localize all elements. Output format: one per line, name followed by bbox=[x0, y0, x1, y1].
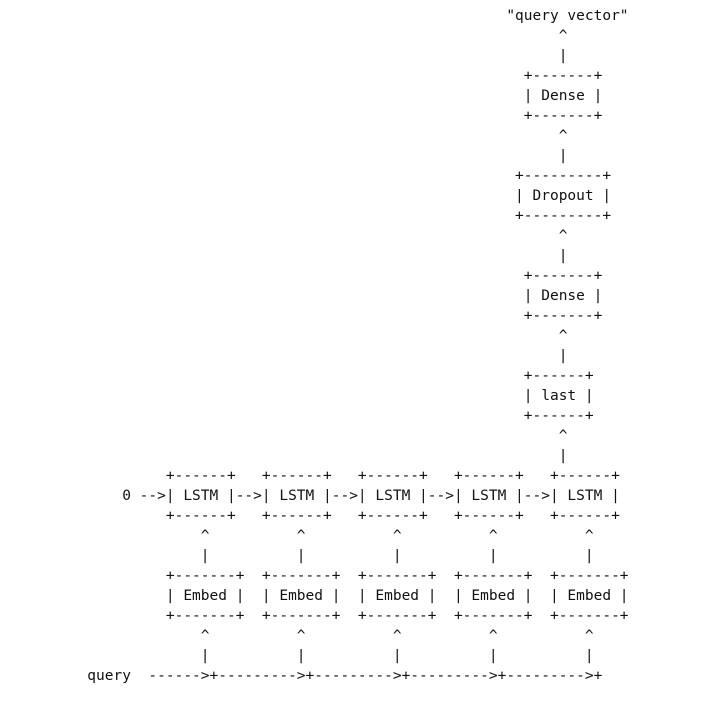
diagram-line-pipes: | | | | | bbox=[0, 548, 594, 564]
diagram-line-query-input: query ------>+--------->+--------->+--------->+--------->+ bbox=[0, 668, 603, 684]
diagram-line-arrow: ^ bbox=[0, 228, 568, 244]
diagram-line-embed-border: +-------+ +-------+ +-------+ +-------+ +-------+ bbox=[0, 568, 629, 584]
diagram-line-box-border: +------+ bbox=[0, 368, 594, 384]
diagram-line-box-border: +-------+ bbox=[0, 68, 603, 84]
diagram-line-dropout-box: | Dropout | bbox=[0, 188, 612, 204]
diagram-line-box-border: +---------+ bbox=[0, 208, 612, 224]
diagram-line-pipe: | bbox=[0, 248, 568, 264]
diagram-line-arrows: ^ ^ ^ ^ ^ bbox=[0, 528, 594, 544]
diagram-line-box-border: +---------+ bbox=[0, 168, 612, 184]
diagram-line-box-border: +-------+ bbox=[0, 108, 603, 124]
diagram-line-dense-box: | Dense | bbox=[0, 88, 603, 104]
diagram-line-lstm-chain: 0 -->| LSTM |-->| LSTM |-->| LSTM |-->| LSTM |-->| LSTM | bbox=[0, 488, 620, 504]
diagram-line-arrow: ^ bbox=[0, 28, 568, 44]
ascii-diagram bbox=[0, 6, 629, 686]
diagram-line-embed-boxes: | Embed | | Embed | | Embed | | Embed | | Embed | bbox=[0, 588, 629, 604]
diagram-line-dense-box: | Dense | bbox=[0, 288, 603, 304]
diagram-line-box-border: +------+ bbox=[0, 408, 594, 424]
diagram-line-box-border: +-------+ bbox=[0, 308, 603, 324]
diagram-line-pipes: | | | | | bbox=[0, 648, 594, 664]
diagram-line-arrow: ^ bbox=[0, 328, 568, 344]
diagram-line-lstm-border: +------+ +------+ +------+ +------+ +------+ bbox=[0, 508, 620, 524]
diagram-line-arrow: ^ bbox=[0, 428, 568, 444]
diagram-line-arrow: ^ bbox=[0, 128, 568, 144]
diagram-line-pipe: | bbox=[0, 448, 568, 464]
diagram-line-pipe: | bbox=[0, 48, 568, 64]
diagram-line-embed-border: +-------+ +-------+ +-------+ +-------+ +-------+ bbox=[0, 608, 629, 624]
diagram-line-pipe: | bbox=[0, 148, 568, 164]
diagram-line-box-border: +-------+ bbox=[0, 268, 603, 284]
diagram-line-last-box: | last | bbox=[0, 388, 594, 404]
diagram-line-output-label: "query vector" bbox=[0, 8, 629, 24]
diagram-line-pipe: | bbox=[0, 348, 568, 364]
diagram-line-arrows: ^ ^ ^ ^ ^ bbox=[0, 628, 594, 644]
diagram-line-lstm-border: +------+ +------+ +------+ +------+ +------+ bbox=[0, 468, 620, 484]
